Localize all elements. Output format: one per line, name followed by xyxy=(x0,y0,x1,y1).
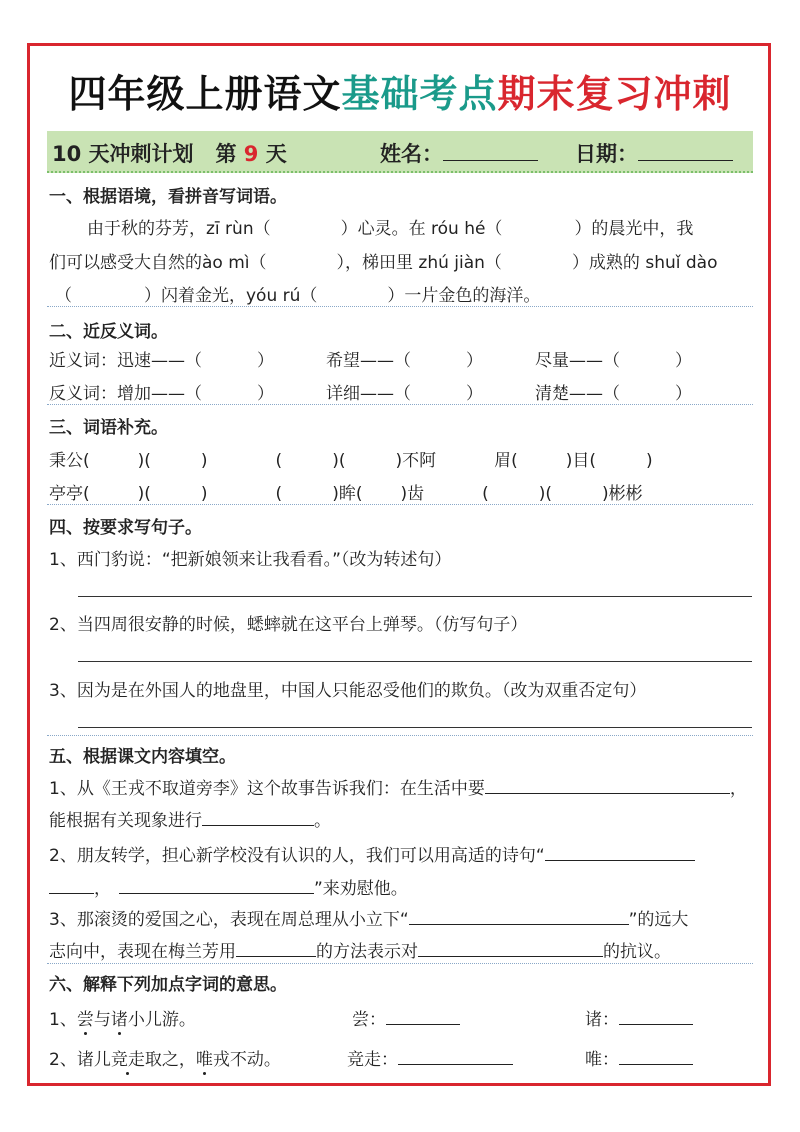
idiom-row-2: 亭亭( )( ) ( )眸( )齿 ( )( )彬彬 xyxy=(49,484,643,504)
s6-q2-answer-2[interactable]: 唯： xyxy=(585,1045,693,1070)
s6-q1-answer-2[interactable]: 诸： xyxy=(585,1005,693,1030)
date-field[interactable]: 日期： xyxy=(575,138,733,168)
title-part-grade: 四年级上册语文 xyxy=(68,72,342,116)
s5-q1-line-1: 1、从《王戎不取道旁李》这个故事告诉我们：在生活中要 ， xyxy=(49,774,747,799)
s5-q2-line-1: 2、朋友转学，担心新学校没有认识的人，我们可以用高适的诗句“ xyxy=(49,841,695,866)
s5-q3-line-2: 志向中，表现在梅兰芳用 的方法表示对 的抗议。 xyxy=(49,937,671,962)
s1-line-2: 们可以感受大自然的ào mì（ ），梯田里 zhú jiàn（ ）成熟的 shuǐ dào xyxy=(49,253,718,273)
day-number: 9 xyxy=(243,142,259,166)
answer-line[interactable] xyxy=(78,727,752,728)
page-title xyxy=(0,70,800,118)
title-part-basics: 基础考点 xyxy=(341,72,498,116)
section-1-title: 一、根据语境，看拼音写词语。 xyxy=(49,187,287,207)
synonym-row: 近义词：迅速——（ ） 希望——（ ） 尽量——（ ） xyxy=(49,351,692,371)
answer-line[interactable] xyxy=(78,661,752,662)
antonym-row: 反义词：增加——（ ） 详细——（ ） 清楚——（ ） xyxy=(49,384,692,404)
s4-question-1: 1、西门豹说：“把新娘领来让我看看。”（改为转述句） xyxy=(49,550,452,570)
s4-question-3: 3、因为是在外国人的地盘里，中国人只能忍受他们的欺负。（改为双重否定句） xyxy=(49,681,647,701)
answer-line[interactable] xyxy=(78,596,752,597)
s6-q1-answer-1[interactable]: 尝： xyxy=(352,1005,460,1030)
s1-line-1: 由于秋的芬芳，zī rùn（ ）心灵。在 róu hé（ ）的晨光中，我 xyxy=(87,219,694,239)
divider xyxy=(47,306,753,307)
s6-question-1: 1、尝与诸小儿游。 xyxy=(49,1005,196,1030)
divider xyxy=(47,963,753,964)
s1-line-3: （ ）闪着金光，yóu rú（ ）一片金色的海洋。 xyxy=(55,286,541,306)
section-4-title: 四、按要求写句子。 xyxy=(49,518,202,538)
s5-q1-line-2: 能根据有关现象进行 。 xyxy=(49,806,331,831)
idiom-row-1: 秉公( )( ) ( )( )不阿 眉( )目( ) xyxy=(49,451,653,471)
section-5-title: 五、根据课文内容填空。 xyxy=(49,747,236,767)
plan-label: 10 天冲刺计划 第 9 天 xyxy=(52,142,287,166)
divider xyxy=(47,504,753,505)
title-part-review: 期末复习冲刺 xyxy=(497,72,732,116)
s6-question-2: 2、诸儿竞走取之，唯戎不动。 xyxy=(49,1045,281,1070)
s4-question-2: 2、当四周很安静的时候，蟋蟀就在这平台上弹琴。（仿写句子） xyxy=(49,615,528,635)
section-6-title: 六、解释下列加点字词的意思。 xyxy=(49,975,287,995)
divider xyxy=(47,404,753,405)
name-field[interactable]: 姓名： xyxy=(380,138,538,168)
section-3-title: 三、词语补充。 xyxy=(49,418,168,438)
plan-header-bar xyxy=(47,131,753,173)
section-2-title: 二、近反义词。 xyxy=(49,322,168,342)
divider xyxy=(47,735,753,736)
s5-q2-line-2: ， ”来劝慰他。 xyxy=(49,874,408,899)
s5-q3-line-1: 3、那滚烫的爱国之心，表现在周总理从小立下“ ”的远大 xyxy=(49,905,688,930)
s6-q2-answer-1[interactable]: 竞走： xyxy=(347,1045,513,1070)
